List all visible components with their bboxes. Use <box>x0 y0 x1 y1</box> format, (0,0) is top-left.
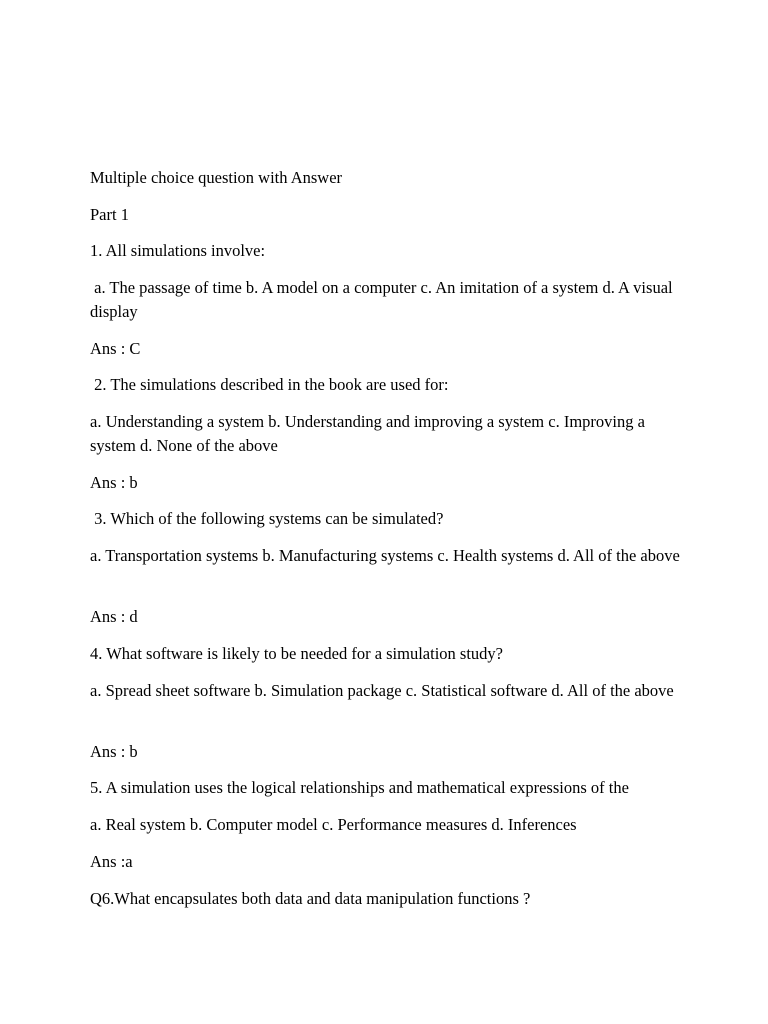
question-6: Q6.What encapsulates both data and data manipulation functions ? <box>90 889 531 908</box>
question-2: 2. The simulations described in the book are used for: <box>90 375 449 394</box>
part-heading: Part 1 <box>90 205 129 224</box>
question-3: 3. Which of the following systems can be simulated? <box>90 509 444 528</box>
options-4: a. Spread sheet software b. Simulation package c. Statistical software d. All of the above <box>90 681 674 700</box>
options-3: a. Transportation systems b. Manufacturing systems c. Health systems d. All of the above <box>90 546 680 565</box>
answer-3: Ans : d <box>90 607 138 626</box>
answer-4: Ans : b <box>90 742 138 761</box>
answer-2: Ans : b <box>90 473 138 492</box>
document-title: Multiple choice question with Answer <box>90 168 343 187</box>
options-2: a. Understanding a system b. Understanding and improving a system c. Improving a system d. None of the above <box>90 412 650 455</box>
question-5: 5. A simulation uses the logical relationships and mathematical expressions of the <box>90 778 629 797</box>
question-4: 4. What software is likely to be needed for a simulation study? <box>90 644 504 663</box>
options-5: a. Real system b. Computer model c. Performance measures d. Inferences <box>90 815 577 834</box>
answer-1: Ans : C <box>90 339 141 358</box>
options-1: a. The passage of time b. A model on a computer c. An imitation of a system d. A visual display <box>90 278 677 321</box>
answer-5: Ans :a <box>90 852 133 871</box>
question-1: 1. All simulations involve: <box>90 241 266 260</box>
